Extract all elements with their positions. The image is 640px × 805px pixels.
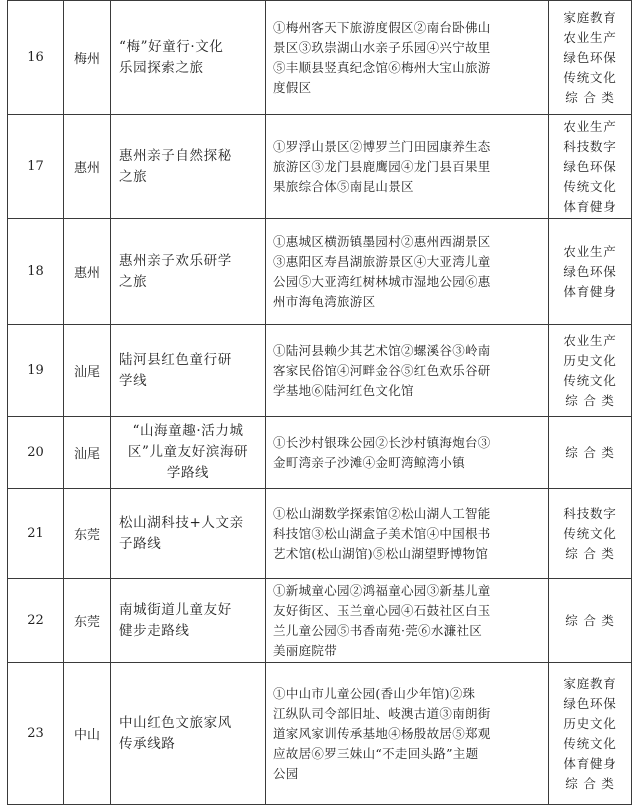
route-name	[111, 579, 266, 663]
route-category: 科技数字	[563, 138, 617, 154]
row-city: 惠州	[64, 219, 111, 325]
route-spots	[266, 1, 549, 115]
route-spot-line: 旅游区③龙门县鹿鹰园④龙门县百果里	[273, 158, 491, 174]
row-number: 23	[8, 663, 64, 805]
route-name-line: 传承线路	[119, 735, 176, 752]
route-spot-line: 公园	[273, 765, 299, 781]
route-name-line: 南城街道儿童友好	[119, 601, 232, 618]
route-name-line: 乐园探索之旅	[119, 59, 204, 76]
route-category: 传统文化	[563, 735, 617, 751]
route-category: 综 合 类	[565, 89, 615, 105]
route-name	[111, 219, 266, 325]
row-city: 汕尾	[64, 325, 111, 417]
route-name-line: 惠州亲子自然探秘	[119, 147, 232, 164]
route-name-line: 中山红色文旅家风	[119, 714, 232, 731]
route-name-line: 之旅	[119, 273, 148, 290]
route-name-line: 松山湖科技+人文亲	[119, 514, 244, 531]
route-categories	[549, 663, 632, 805]
row-number: 21	[8, 489, 64, 579]
route-spot-line: 景区③玖崇湖山水亲子乐园④兴宁故里	[273, 39, 491, 55]
route-category: 传统文化	[563, 525, 617, 541]
table-row	[8, 489, 632, 579]
route-spot-line: 美丽庭院带	[273, 642, 338, 658]
route-category: 体育健身	[563, 198, 617, 214]
route-spot-line: ①长沙村银珠公园②长沙村镇海炮台③	[273, 434, 491, 450]
route-category: 综 合 类	[565, 444, 615, 460]
route-spot-line: 学基地⑥陆河红色文化馆	[273, 382, 414, 398]
route-category: 科技数字	[563, 505, 617, 521]
route-name	[111, 417, 266, 489]
table-row	[8, 663, 632, 805]
table-row	[8, 219, 632, 325]
row-number: 22	[8, 579, 64, 663]
route-spots	[266, 219, 549, 325]
route-spot-line: 兰儿童公园⑤书香南苑·莞⑥水濂社区	[273, 622, 483, 638]
route-category: 体育健身	[563, 283, 617, 299]
route-category: 历史文化	[563, 715, 617, 731]
route-name	[111, 115, 266, 219]
table-row	[8, 115, 632, 219]
route-name-line: “梅”好童行·文化	[119, 38, 224, 55]
route-spot-line: ①惠城区横沥镇墨园村②惠州西湖景区	[273, 233, 491, 249]
table-row	[8, 579, 632, 663]
route-category: 综 合 类	[565, 612, 615, 628]
route-name-line: 健步走路线	[119, 622, 190, 639]
route-category: 绿色环保	[563, 263, 617, 279]
route-name	[111, 663, 266, 805]
route-table	[7, 0, 632, 805]
route-categories	[549, 579, 632, 663]
route-spot-line: 度假区	[273, 79, 312, 95]
route-spot-line: 道家风家训传承基地④杨殷故居⑤郑观	[273, 725, 491, 741]
route-name-line: 陆河县红色童行研	[119, 351, 232, 368]
route-name	[111, 325, 266, 417]
table-row	[8, 1, 632, 115]
route-category: 家庭教育	[563, 9, 617, 25]
route-categories	[549, 115, 632, 219]
route-categories	[549, 219, 632, 325]
route-spot-line: ①罗浮山景区②博罗兰门田园康养生态	[273, 138, 491, 154]
route-category: 综 合 类	[565, 392, 615, 408]
route-spot-line: 应故居⑥罗三妹山“不走回头路”主题	[273, 745, 479, 761]
route-category: 绿色环保	[563, 49, 617, 65]
route-spot-line: 果旅综合体⑤南昆山景区	[273, 178, 414, 194]
route-categories	[549, 417, 632, 489]
route-spot-line: 公园⑤大亚湾红树林城市湿地公园⑥惠	[273, 273, 491, 289]
row-number: 19	[8, 325, 64, 417]
route-name-line: 子路线	[119, 535, 162, 552]
route-name	[111, 489, 266, 579]
route-categories	[549, 489, 632, 579]
row-number: 16	[8, 1, 64, 115]
route-name-line: 学路线	[166, 465, 210, 481]
route-spot-line: ⑤丰顺县竖真纪念馆⑥梅州大宝山旅游	[273, 59, 491, 75]
route-categories	[549, 325, 632, 417]
route-category: 体育健身	[563, 755, 617, 771]
route-category: 绿色环保	[563, 158, 617, 174]
route-category: 绿色环保	[563, 695, 617, 711]
route-spots	[266, 663, 549, 805]
route-name-line: 学线	[119, 372, 148, 389]
row-city: 惠州	[64, 115, 111, 219]
route-spot-line: 江纵队司令部旧址、岐澳古道③南朗街	[273, 705, 491, 721]
route-spot-line: ①梅州客天下旅游度假区②南台卧佛山	[273, 19, 491, 35]
route-categories	[549, 1, 632, 115]
route-spot-line: 艺术馆(松山湖馆)⑤松山湖望野博物馆	[273, 545, 489, 561]
row-city: 汕尾	[64, 417, 111, 489]
route-category: 家庭教育	[563, 675, 617, 691]
route-category: 传统文化	[563, 178, 617, 194]
route-spots	[266, 579, 549, 663]
route-table-body	[8, 1, 632, 805]
row-number: 20	[8, 417, 64, 489]
route-category: 传统文化	[563, 372, 617, 388]
route-spots	[266, 115, 549, 219]
route-name-line: 之旅	[119, 168, 148, 185]
route-spot-line: 州市海龟湾旅游区	[273, 293, 376, 309]
route-spot-line: ①新城童心园②鸿福童心园③新基儿童	[273, 582, 491, 598]
route-spot-line: 科技馆③松山湖盒子美术馆④中国根书	[273, 525, 491, 541]
route-name-line: 惠州亲子欢乐研学	[119, 252, 232, 269]
row-number: 17	[8, 115, 64, 219]
route-category: 农业生产	[563, 29, 617, 45]
row-city: 中山	[64, 663, 111, 805]
table-row	[8, 417, 632, 489]
table-row	[8, 325, 632, 417]
row-number: 18	[8, 219, 64, 325]
route-spot-line: 金町湾亲子沙滩④金町湾鲸湾小镇	[273, 454, 466, 470]
route-spots	[266, 489, 549, 579]
route-name-line: “山海童趣·活力城	[132, 423, 244, 439]
row-city: 梅州	[64, 1, 111, 115]
route-name	[111, 1, 266, 115]
route-category: 农业生产	[563, 118, 617, 134]
route-spot-line: 客家民俗馆④河畔金谷⑤红色欢乐谷研	[273, 362, 491, 378]
route-category: 传统文化	[563, 69, 617, 85]
route-table-container	[7, 0, 631, 805]
route-spots	[266, 325, 549, 417]
route-spot-line: ①松山湖数学探索馆②松山湖人工智能	[273, 505, 491, 521]
route-name-line: 区”儿童友好滨海研	[127, 444, 249, 460]
row-city: 东莞	[64, 489, 111, 579]
route-category: 综 合 类	[565, 545, 615, 561]
route-spot-line: 友好街区、玉兰童心园④石鼓社区白玉	[273, 602, 491, 618]
route-spots	[266, 417, 549, 489]
row-city: 东莞	[64, 579, 111, 663]
route-spot-line: ③惠阳区寿昌湖旅游景区④大亚湾儿童	[273, 253, 491, 269]
route-category: 历史文化	[563, 352, 617, 368]
route-spot-line: ①陆河县赖少其艺术馆②螺溪谷③岭南	[273, 342, 491, 358]
route-spot-line: ①中山市儿童公园(香山少年馆)②珠	[273, 685, 476, 701]
route-category: 农业生产	[563, 332, 617, 348]
route-category: 农业生产	[563, 243, 617, 259]
route-category: 综 合 类	[565, 775, 615, 791]
